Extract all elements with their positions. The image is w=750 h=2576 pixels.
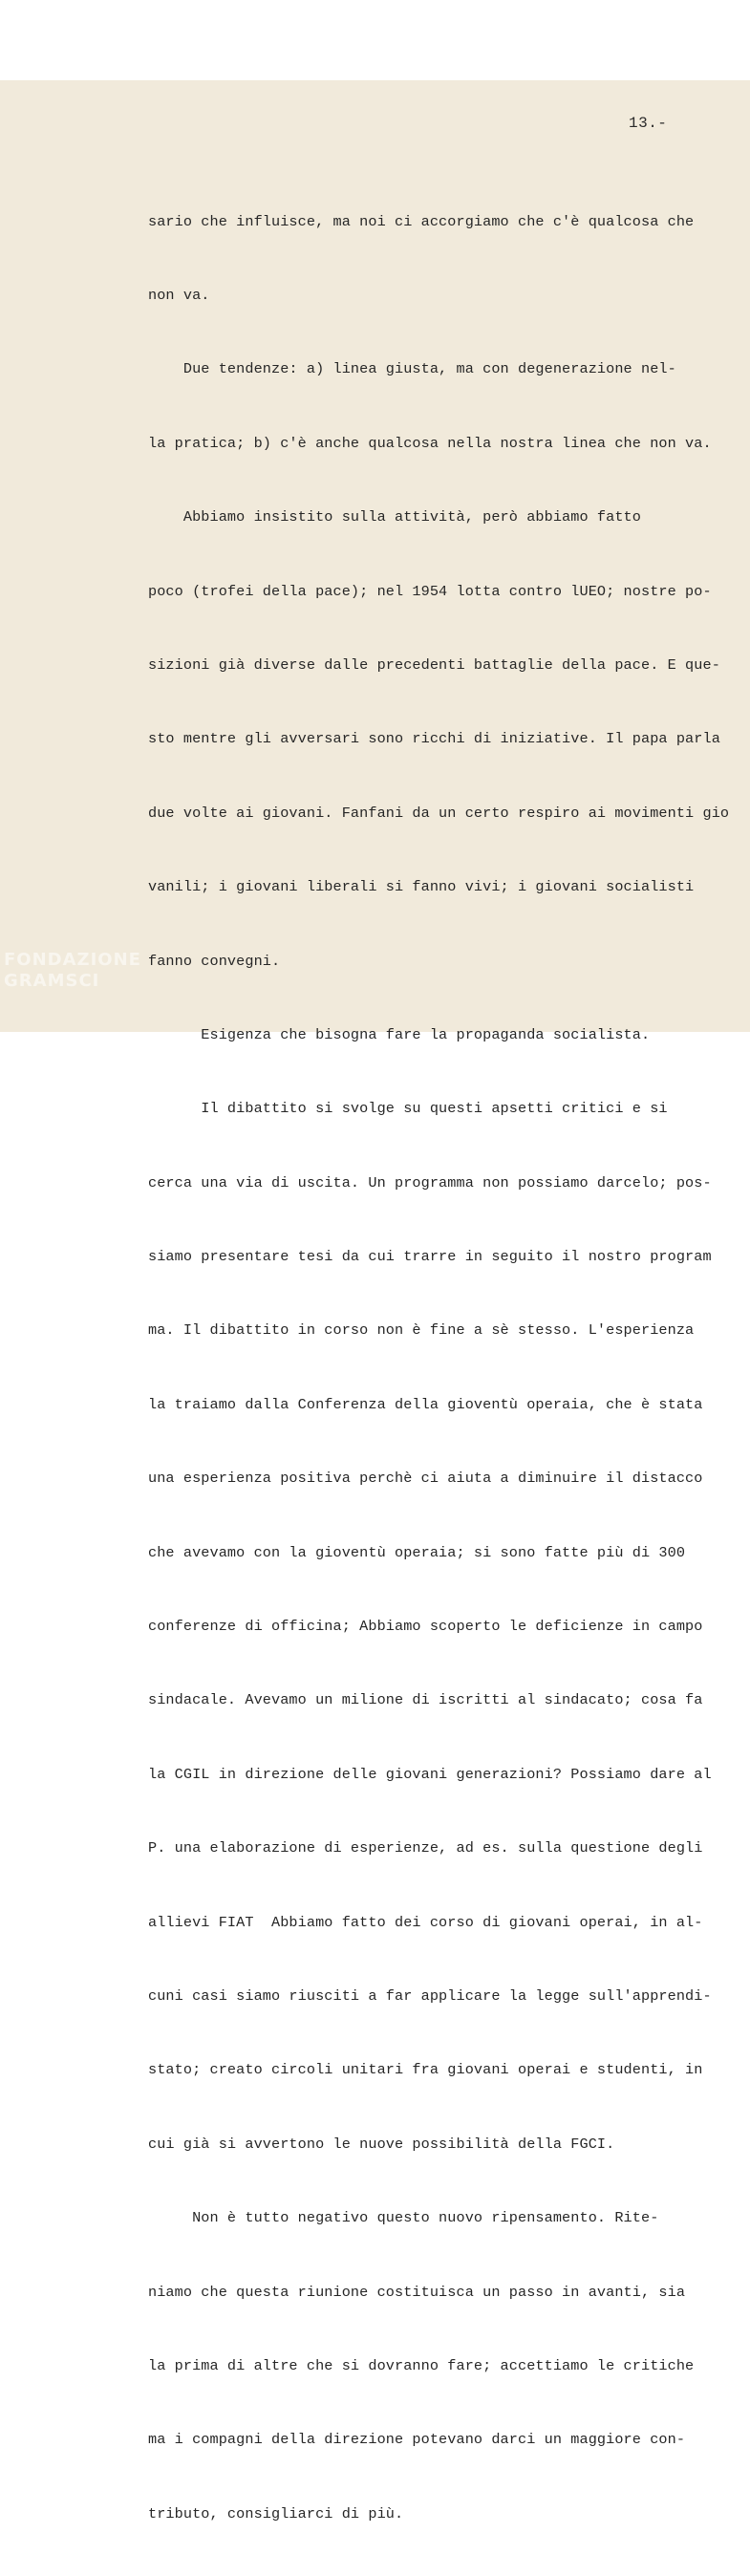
- text-line: ma i compagni della direzione potevano darci un maggiore con-: [148, 2431, 686, 2449]
- text-line: P. una elaborazione di esperienze, ad es. sulla questione degli: [148, 1839, 703, 1857]
- text-line: sto mentre gli avversari sono ricchi di iniziative. Il papa parla: [148, 730, 720, 748]
- text-line: la prima di altre che si dovranno fare; accettiamo le critiche: [148, 2356, 695, 2374]
- text-line: Due tendenze: a) linea giusta, ma con degenerazione nel-: [148, 360, 676, 378]
- text-line: tributo, consigliarci di più.: [148, 2504, 404, 2522]
- text-line: vanili; i giovani liberali si fanno vivi; i giovani socialisti: [148, 878, 695, 896]
- text-line: stato; creato circoli unitari fra giovani operai e studenti, in: [148, 2061, 703, 2079]
- text-line: Esigenza che bisogna fare la propaganda socialista.: [148, 1025, 651, 1043]
- text-line: sario che influisce, ma noi ci accorgiamo che c'è qualcosa che: [148, 212, 695, 230]
- text-line: Abbiamo insistito sulla attività, però abbiamo fatto: [148, 508, 641, 526]
- text-line: due volte ai giovani. Fanfani da un certo respiro ai movimenti gio: [148, 804, 730, 822]
- page-number: 13.-: [629, 115, 668, 132]
- text-line: conferenze di officina; Abbiamo scoperto le deficienze in campo: [148, 1618, 703, 1636]
- text-line: una esperienza positiva perchè ci aiuta a diminuire il distacco: [148, 1470, 703, 1488]
- text-line: non va.: [148, 286, 210, 304]
- text-line: Non è tutto negativo questo nuovo ripensamento. Rite-: [148, 2209, 659, 2227]
- watermark-line-2: GRAMSCI: [4, 971, 100, 991]
- text-line: la traiamo dalla Conferenza della gioventù operaia, che è stata: [148, 1395, 703, 1413]
- text-line: la pratica; b) c'è anche qualcosa nella nostra linea che non va.: [148, 434, 712, 452]
- text-line: allievi FIAT Abbiamo fatto dei corso di giovani operai, in al-: [148, 1913, 703, 1931]
- text-line: cuni casi siamo riusciti a far applicare la legge sull'apprendi-: [148, 1986, 712, 2005]
- text-line: poco (trofei della pace); nel 1954 lotta contro lUEO; nostre po-: [148, 582, 712, 600]
- text-line: cui già si avvertono le nuove possibilità della FGCI.: [148, 2135, 615, 2153]
- text-line: sizioni già diverse dalle precedenti battaglie della pace. E que-: [148, 655, 720, 674]
- text-line: fanno convegni.: [148, 952, 281, 970]
- text-line: siamo presentare tesi da cui trarre in seguito il nostro program: [148, 1248, 712, 1266]
- archive-watermark: [4, 950, 141, 992]
- text-line: la CGIL in direzione delle giovani generazioni? Possiamo dare al: [148, 1765, 712, 1783]
- text-line: cerca una via di uscita. Un programma non possiamo darcelo; pos-: [148, 1173, 712, 1191]
- text-line: ma. Il dibattito in corso non è fine a sè stesso. L'esperienza: [148, 1321, 695, 1340]
- text-line: sindacale. Avevamo un milione di iscritti al sindacato; cosa fa: [148, 1691, 703, 1709]
- watermark-line-1: FONDAZIONE: [4, 950, 141, 970]
- body-text: [148, 161, 730, 2576]
- text-line: che avevamo con la gioventù operaia; si sono fatte più di 300: [148, 1543, 686, 1561]
- text-line: niamo che questa riunione costituisca un passo in avanti, sia: [148, 2283, 686, 2301]
- typewritten-page: [0, 80, 750, 2522]
- scan-top-margin: [0, 0, 750, 80]
- text-line: Il dibattito si svolge su questi apsetti critici e si: [148, 1100, 668, 1118]
